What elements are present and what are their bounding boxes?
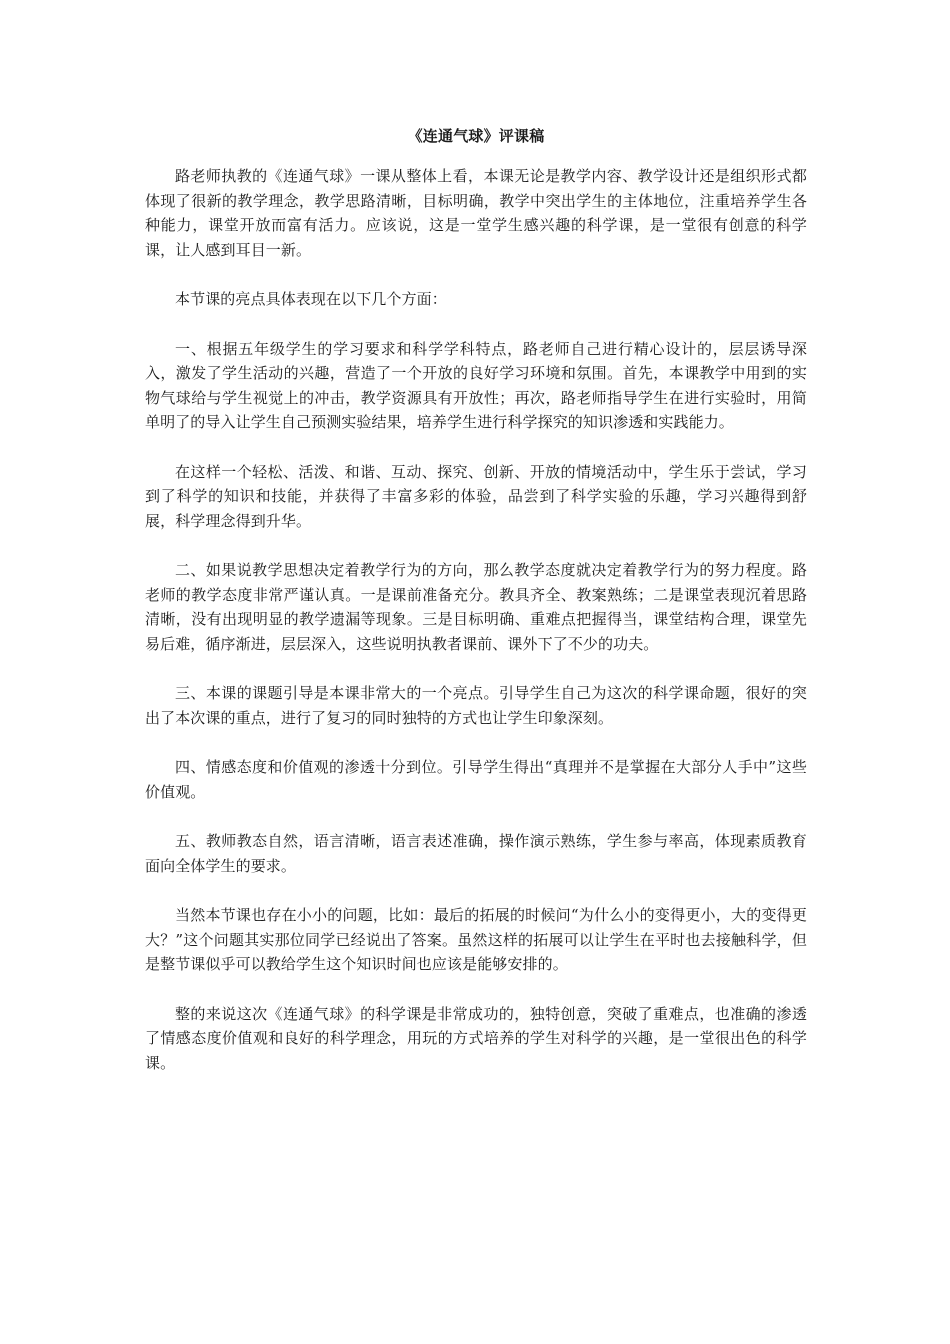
paragraph-issue: 当然本节课也存在小小的问题，比如：最后的拓展的时候问“为什么小的变得更小，大的变得更大？”这个问题其实那位同学已经说出了答案。虽然这样的拓展可以让学生在平时也去接触科学，但是整节课似乎可以教给学生这个知识时间也应该是能够安排的。 (145, 906, 807, 973)
paragraph-point-five: 五、教师教态自然，语言清晰，语言表述准确，操作演示熟练，学生参与率高，体现素质教育面向全体学生的要求。 (145, 832, 807, 875)
paragraph-point-two: 二、如果说教学思想决定着教学行为的方向，那么教学态度就决定着教学行为的努力程度。路老师的教学态度非常严谨认真。一是课前准备充分。教具齐全、教案熟练；二是课堂表现沉着思路清晰，没有出现明显的教学遗漏等现象。三是目标明确、重难点把握得当，课堂结构合理，课堂先易后难，循序渐进，层层深入，这些说明执教者课前、课外下了不少的功夫。 (145, 561, 807, 653)
document-title: 《连通气球》评课稿 (407, 127, 545, 145)
paragraph-highlights-lead: 本节课的亮点具体表现在以下几个方面： (175, 290, 447, 308)
paragraph-point-three: 三、本课的课题引导是本课非常大的一个亮点。引导学生自己为这次的科学课命题，很好的突出了本次课的重点，进行了复习的同时独特的方式也让学生印象深刻。 (145, 684, 807, 727)
paragraph-intro: 路老师执教的《连通气球》一课从整体上看，本课无论是教学内容、教学设计还是组织形式都体现了很新的教学理念，教学思路清晰，目标明确，教学中突出学生的主体地位，注重培养学生各种能力，课堂开放而富有活力。应该说，这是一堂学生感兴趣的科学课，是一堂很有创意的科学课，让人感到耳目一新。 (145, 167, 807, 259)
paragraph-conclusion: 整的来说这次《连通气球》的科学课是非常成功的，独特创意，突破了重难点，也准确的渗透了情感态度价值观和良好的科学理念，用玩的方式培养的学生对科学的兴趣，是一堂很出色的科学课。 (145, 1004, 807, 1072)
document-page (145, 124, 807, 1100)
paragraph-activity: 在这样一个轻松、活泼、和谐、互动、探究、创新、开放的情境活动中，学生乐于尝试，学习到了科学的知识和技能，并获得了丰富多彩的体验，品尝到了科学实验的乐趣，学习兴趣得到舒展，科学理念得到升华。 (145, 462, 807, 530)
paragraph-point-one: 一、根据五年级学生的学习要求和科学学科特点，路老师自己进行精心设计的，层层诱导深入，激发了学生活动的兴趣，营造了一个开放的良好学习环境和氛围。首先，本课教学中用到的实物气球给与学生视觉上的冲击，教学资源具有开放性；再次，路老师指导学生在进行实验时，用简单明了的导入让学生自己预测实验结果，培养学生进行科学探究的知识渗透和实践能力。 (145, 339, 807, 431)
paragraph-point-four: 四、情感态度和价值观的渗透十分到位。引导学生得出“真理并不是掌握在大部分人手中”这些价值观。 (145, 758, 807, 801)
